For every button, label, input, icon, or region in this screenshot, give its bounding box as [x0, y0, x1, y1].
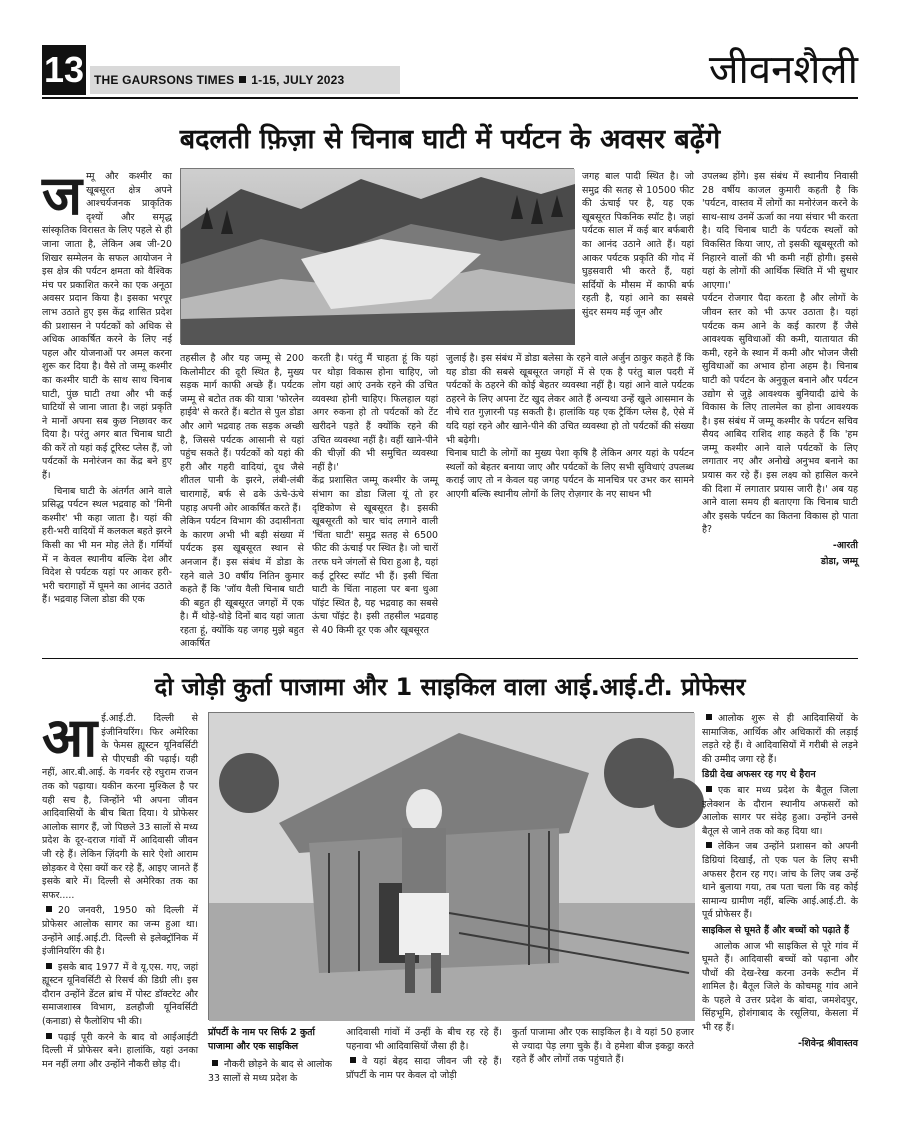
bullet-icon [46, 963, 52, 969]
article2-col2-bullet1: नौकरी छोड़ने के बाद से आलोक 33 सालों से मध्य प्रदेश के [208, 1059, 332, 1084]
header-rule [42, 97, 858, 99]
article1-col5 [702, 170, 858, 658]
article1-col4: जुलाई है। इस संबंध में डोडा बलेसा के रहने वाले अर्जुन ठाकुर कहते हैं कि यह डोडा की सबसे खूबसूरत जगहों में से एक है परंतु बाल पदरी में पर्यटकों के ठहरने की कोई बेहतर व्यवस्था नहीं है। यहां आने वाले पर्यटक ठहरने के लिए अपना टेंट खुद लेकर आते हैं अन्यथा उन्हें खुले आसमान के नीचे रात गुज़ारनी पड़ सकती है। हालांकि यह एक ट्रैकिंग प्लेस है, ऐसे में यदि यहां रहने और खाने-पीने की उचित व्यवस्था हो तो पर्यटकों की संख्या भी बढ़ेगी। चिनाब घाटी के लोगों का मुख्य पेशा कृषि है लेकिन अगर यहां के पर्यटन स्थलों को बेहतर बनाया जाए और पर्यटकों के लिए सभी सुविधाएं उपलब्ध कराई जाए तो न केवल यह जगह पर्यटन के मानचित्र पर उभर कर सामने आएगी बल्कि स्थानीय लोगों के लिए रोज़गार के नए साधन भी [446, 353, 694, 500]
masthead [90, 66, 400, 94]
bullet-icon [706, 714, 712, 720]
article2-dropcap: आ [42, 705, 98, 769]
square-bullet-icon [239, 76, 246, 83]
article2-headline: दो जोड़ी कुर्ता पाजामा और 1 साइकिल वाला आई.आई.टी. प्रोफेसर [154, 673, 746, 701]
article1-col1-para1: म्मू और कश्मीर का खूबसूरत क्षेत्र अपने आश्चर्यजनक प्राकृतिक दृश्यों और समृद्ध सांस्कृतिक विरासत के लिए पहले से ही जाना जाता है, लेकिन अब जी-20 शिखर सम्मेलन के सफल आयोजन ने इस क्षेत्र की पर्यटन क्षमता को वैश्विक मंच पर प्रकाशित करने का एक अनूठा अवसर प्रदान किया है। इसका भरपूर लाभ उठाते हुए इस केंद्र शासित प्रदेश की प्रशासन ने पर्यटकों को अधिक से अधिक आकर्षित करने के लिए नई पहल और योजनाओं पर अमल करना शुरू कर दिया है। वैसे तो जम्मू कश्मीर का कश्मीर घाटी के साथ साथ चिनाब घाटी, पुंछ घाटी तथा और भी कई घाटियों से जाना जाता है। जहां प्रकृति ने मानों अपना सब कुछ निछावर कर दिया है। परंतु अगर बात चिनाब घाटी की करें तो यहां कई टूरिस्ट प्लेस हैं, जो पर्यटकों के मनोरंजन का केंद्र बने हुए हैं। [42, 171, 172, 482]
section-title: जीवनशैली [708, 47, 858, 93]
article2-col1 [42, 705, 198, 1092]
bullet-icon [46, 906, 52, 912]
article2-col1-bullet2: इसके बाद 1977 में वे यू.एस. गए, जहां ह्यूस्टन यूनिवर्सिटी से रिसर्च की डिग्री ली। इस दौरान उन्होंने डेंटल ब्रांच में पोस्ट डॉक्टरेट और समाजशास्त्र विभाग, डलहौजी यूनिवर्सिटी (कनाडा) से फैलोशिप भी की। [42, 961, 198, 1028]
article2-col1-para: ई.आई.टी. दिल्ली से इंजीनियरिंग। फिर अमेरिका के फेमस ह्यूस्टन यूनिवर्सिटी से पीएचडी की पढ़ाई। यही नहीं, आर.बी.आई. के गवर्नर रहे रघुराम राजन तक को पढ़ाया। यकीन करना मुश्किल है पर यही सच है, जिन्होंने भी अपना जीवन आदिवासियों के बीच बिता दिया। ये प्रोफेसर आलोक सागर हैं, जो पिछले 33 सालों से मध्य प्रदेश के दूर-दराज गांवों में आदिवासी जीवन जी रहे हैं। लेकिन ज़िंदगी के सारे ऐशो आराम छोड़कर वे ऐसा क्यों कर रहे हैं, आइए जानते हैं इसके बारे में। दिल्ली से अमेरिका तक का सफर..... [42, 713, 198, 901]
article2-col5-bullet2: एक बार मध्य प्रदेश के बैतूल जिला इलेक्शन के दौरान स्थानीय अफसरों को आलोक सागर पर संदेह हुआ। उन्होंने उनसे बैतूल से जाने तक को कह दिया था। [702, 784, 858, 837]
article1-col5-text: उपलब्ध होंगे। इस संबंध में स्थानीय निवासी 28 वर्षीय काजल कुमारी कहती है कि 'पर्यटन, वास्तव में लोगों का मनोरंजन करने के साथ-साथ उनमें ऊर्जा का नया संचार भी करता है। यदि चिनाब घाटी के पर्यटक स्थलों को विकसित किया जाए, तो इसकी खूबसूरती को निहारने वालों की भी कमी नहीं होगी। इससे यहां के लोगों की आर्थिक स्थिति में भी सुधार आएगा।' पर्यटन रोजगार पैदा करता है और लोगों के जीवन स्तर को भी ऊपर उठाता है। यहां पर्यटक कम आने के कई कारण हैं जैसे आवश्यक सुविधाओं की कमी, यातायात की कमी, रहने के स्थान में कमी और भोजन जैसी सुविधाओं का अभाव होना अहम है। चिनाब घाटी को पर्यटन के अनुकूल बनाने और पर्यटन उद्योग से जुड़े आवश्यक बुनियादी ढांचे के विकास के लिए तालमेल का होना आवश्यक है। इस संबंध में जम्मू कश्मीर के पर्यटन सचिव सैयद आबिद राशिद शाह कहते हैं कि 'हम जम्मू कश्मीर आने वाले पर्यटकों के लिए लगातार नए और अनोखे अनुभव बनाने का प्रयास कर रहे हैं। इस लक्ष्य को हासिल करने की दिशा में लगातार प्रयास जारी है।' अब यह आने वाला समय ही बताएगा कि चिनाब घाटी और इसके पर्यटन का कितना विकास हो पाता है? [702, 171, 858, 536]
article1-col4-top: जगह बाल पादी स्थित है। जो समुद्र की सतह से 10500 फीट की ऊंचाई पर है, यह एक खूबसूरत पिकनिक स्पॉट है। जहां पर्यटक साल में कई बार बर्फबारी का आनंद उठाने आते हैं। यहां आकर पर्यटक प्रकृति की गोद में घुड़सवारी भी करते हैं, यहां सर्दियों के मौसम में काफी बर्फ रहती है, यहां आने का सबसे सुंदर समय मई जून और [582, 171, 694, 318]
photo-caption: प्रॉपर्टी के नाम पर सिर्फ 2 कुर्ता पाजामा और एक साइकिल [208, 1027, 315, 1052]
article2-col5-bullet3: लेकिन जब उन्होंने प्रशासन को अपनी डिग्रियां दिखाईं, तो एक पल के लिए सभी अफसर हैरान रह गए। जांच के लिए जब उन्हें थाने बुलाया गया, तब पता चला कि वह कोई सामान्य ग्रामीण नहीं, बल्कि आई.आई.टी. के पूर्व प्रोफेसर हैं। [702, 841, 858, 921]
bullet-icon [350, 1057, 356, 1063]
mountain-valley-photo [180, 168, 574, 344]
article2-col3-para: आदिवासी गांवों में उन्हीं के बीच रह रहे हैं। पहनावा भी आदिवासियों जैसा ही है। [346, 1027, 502, 1052]
article2-col5 [702, 712, 858, 1094]
bullet-icon [212, 1060, 218, 1066]
article2-col5-bullet1: आलोक शुरू से ही आदिवासियों के सामाजिक, आर्थिक और अधिकारों की लड़ाई लड़ते रहे हैं। वे आदिवासियों में गरीबी से लड़ने की उम्मीद जगा रहे हैं। [702, 713, 858, 765]
article1-author: -आरती [832, 540, 858, 552]
article-divider [42, 658, 858, 659]
article1-col2: तहसील है और यह जम्मू से 200 किलोमीटर की दूरी स्थित है, मुख्य सड़क मार्ग काफी अच्छे हैं। पर्यटक जम्मू से बटोत तक की यात्रा 'फोरलेन हाईवे' से करते हैं। बटोत से पुल डोडा और आगे भद्रवाह तक सड़क अच्छी है, जिससे पर्यटक आसानी से यहां पहुंच सकते हैं। पर्यटकों को यहां की हरी और गहरी वादियां, दूध जैसे शीतल पानी के झरने, लंबी-लंबी चारागाहें, बर्फ से ढके ऊंचे-ऊंचे पहाड़ अपनी ओर आकर्षित करते हैं। लेकिन पर्यटन विभाग की उदासीनता के कारण अभी भी बड़ी संख्या में पर्यटक इस खूबसूरत स्थान से अनजान हैं। इस संबंध में डोडा के रहने वाले 30 वर्षीय नितिन कुमार कहते हैं कि 'जॉय वैली चिनाब घाटी की बहुत ही खूबसूरत जगहों में एक है। मैं थोड़े-थोड़े दिनों बाद यहां जाता रहता हूं, क्योंकि यह जगह मुझे बहुत आकर्षित [180, 353, 304, 650]
publication-name: THE GAURSONS TIMES [94, 73, 235, 87]
bullet-icon [706, 842, 712, 848]
page-number: 13 [42, 45, 86, 95]
professor-hut-photo [208, 712, 694, 1020]
article2-col3-bullet1: वे यहां बेहद सादा जीवन जी रहे हैं। प्रॉपर्टी के नाम पर केवल दो जोड़ी [346, 1056, 502, 1081]
article1-location: डोडा, जम्मू [820, 555, 858, 567]
article1-col1-para2: चिनाब घाटी के अंतर्गत आने वाले प्रसिद्ध पर्यटन स्थल भद्रवाह को 'मिनी कश्मीर' भी कहा जाता है। यहां की हरी-भरी वादियों में कलकल बहते झरने किसी का भी मन मोह लेते हैं। गर्मियों में न केवल स्थानीय बल्कि देश और विदेश से पर्यटक यहां पर आकर हरी-भरी चरागाहों में घूमने का आनंद उठाते हैं। भद्रवाह जिला डोडा की एक [42, 485, 172, 606]
article2-col1-bullet1: 20 जनवरी, 1950 को दिल्ली में प्रोफेसर आलोक सागर का जन्म हुआ था। उन्होंने आई.आई.टी. दिल्ली से इलेक्ट्रॉनिक में इंजीनियरिंग की है। [42, 905, 198, 958]
article2-author: -शिवेन्द्र श्रीवास्तव [798, 1037, 858, 1049]
article1-headline: बदलती फ़िज़ा से चिनाब घाटी में पर्यटन के अवसर बढ़ेंगे [179, 124, 721, 155]
article1-col1 [42, 163, 172, 642]
article2-col5-para: आलोक आज भी साइकिल से पूरे गांव में घूमते हैं। आदिवासी बच्चों को पढ़ाना और पौधों की देख-रेख करना उनके रूटीन में शामिल है। बैतूल जिले के कोचमहू गांव आने के पहले वे उत्तर प्रदेश के बांदा, जमशेदपुर, सिंहभूमि, होशंगाबाद के रसूलिया, केसला में भी रह हैं। [702, 940, 858, 1034]
bullet-icon [706, 786, 712, 792]
article2-col4: कुर्ता पाजामा और एक साइकिल है। वे यहां 50 हजार से ज्यादा पेड़ लगा चुके हैं। वे हमेशा बीज इकट्ठा करते रहते हैं और लोगों तक पहुंचाते हैं। [512, 1027, 694, 1066]
article1-dropcap: ज [42, 163, 83, 227]
issue-date: 1-15, JULY 2023 [251, 73, 345, 87]
article1-col3: करती है। परंतु मैं चाहता हूं कि यहां पर थोड़ा विकास होना चाहिए, जो लोग यहां आएं उनके रहने की उचित व्यवस्था होनी चाहिए। फिलहाल यहां अगर रुकना हो तो पर्यटकों को टेंट खरीदने पड़ते हैं क्योंकि रहने की उचित व्यवस्था नहीं है। वहीं खाने-पीने की चीज़ों की भी समुचित व्यवस्था नहीं है।' केंद्र प्रशासित जम्मू कश्मीर के जम्मू संभाग का डोडा जिला यूं तो हर दृष्टिकोण से खूबसूरत है। इसकी खूबसूरती को चार चांद लगाने वाली 'चिंता घाटी' समुद्र सतह से 6500 फीट की ऊंचाई पर स्थित है। जो चारों तरफ घने जंगलों से घिरा हुआ है, यहां कई टूरिस्ट स्पॉट भी हैं। इसी चिंता घाटी के चिंता नाहला पर बना धुआ पॉइंट स्थित है, यह भद्रवाह का सबसे ऊंचा पॉइंट है। इसी तहसील भद्रवाह से 40 किमी दूर एक और खूबसूरत [312, 353, 438, 636]
article2-subhead2: साइकिल से घूमते हैं और बच्चों को पढ़ाते हैं [702, 924, 849, 936]
article2-col3 [346, 1026, 502, 1094]
article2-subhead1: डिग्री देख अफसर रह गए थे हैरान [702, 769, 816, 781]
article2-col2 [208, 1058, 332, 1094]
article2-col1-bullet3: पढ़ाई पूरी करने के बाद वो आईआईटी दिल्ली में प्रोफेसर बने। हालांकि, यहां उनका मन नहीं लगा और उन्होंने नौकरी छोड़ दी। [42, 1031, 198, 1070]
bullet-icon [46, 1033, 52, 1039]
